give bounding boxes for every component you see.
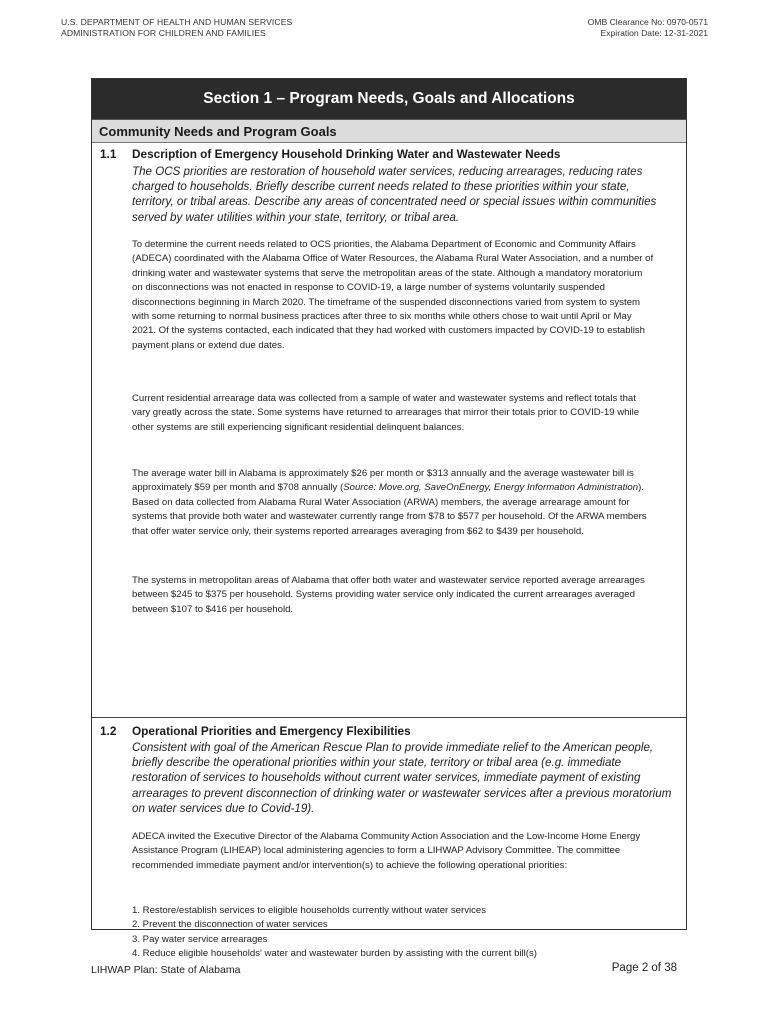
list-item: 4. Reduce eligible households' water and wastewater burden by assisting with the current bill(s) (132, 948, 537, 960)
item-number: 1.2 (100, 724, 117, 738)
agency-header (61, 17, 292, 39)
item-prompt: Consistent with goal of the American Rescue Plan to provide immediate relief to the American people, briefly describe the operational priorities within your state, territory or tribal area (e.g. immediate restoration of services to households without current water services, immediate payment of existing arrearages to prevent disconnection of drinking water or wastewater services after a previous moratorium on water services due to Covid-19). (132, 741, 672, 815)
item-title: Operational Priorities and Emergency Flexibilities (132, 724, 411, 738)
section-frame (91, 78, 687, 960)
section-subheading: Community Needs and Program Goals (92, 119, 686, 143)
needs-paragraph-4: The systems in metropolitan areas of Alabama that offer both water and wastewater service reported average arrearages between $245 to $375 per household. Systems providing water service only indicated the current arrearages averaged between $107 to $416 per household. (132, 575, 645, 615)
omb-header (588, 17, 708, 39)
paragraph-text: ). Based on data collected from Alabama Rural Water Association (ARWA) members, the average arrearage amount for systems that provide both water and wastewater currently range from $78 to $577 per household. Of the ARWA members that offer water service only, their systems reported arrearages averaging from $62 to $439 per household. (132, 482, 647, 537)
section-banner: Section 1 – Program Needs, Goals and Allocations (92, 79, 686, 119)
agency-line-1: U.S. DEPARTMENT OF HEALTH AND HUMAN SERVICES (61, 17, 293, 27)
agency-line-2: ADMINISTRATION FOR CHILDREN AND FAMILIES (61, 28, 266, 38)
source-citation: Source: Move.org, SaveOnEnergy, Energy Information Administration (343, 482, 639, 494)
item-1-2 (92, 717, 686, 960)
paragraph-text: The average water bill in Alabama is approximately $26 per month or $313 annually and the average wastewater bill is approximately $59 per month and $708 annually ( (132, 468, 634, 494)
needs-paragraph-2: Current residential arrearage data was collected from a sample of water and wastewater systems and reflect totals that vary greatly across the state. Some systems have returned to arrearages that mirror their totals prior to COVID-19 while other systems are still experiencing significant residential delinquent balances. (132, 393, 640, 433)
item-title: Description of Emergency Household Drinking Water and Wastewater Needs (132, 147, 561, 161)
priorities-paragraph: ADECA invited the Executive Director of the Alabama Community Action Association and the Low-Income Home Energy Assistance Program (LIHEAP) local administering agencies to form a LIHWAP Advisory Committee. The committee recommended immediate payment and/or intervention(s) to achieve the following operational priorities: (132, 831, 641, 871)
omb-clearance: OMB Clearance No: 0970-0571 (587, 17, 708, 27)
priorities-list (132, 904, 662, 962)
item-prompt: The OCS priorities are restoration of household water services, reducing arrearages, reducing rates charged to households. Briefly describe current needs related to these priorities within your state, territory, or tribal areas. Describe any areas of concentrated need or special issues within communities served by water utilities within your state, territory, or tribal area. (132, 165, 657, 224)
item-number: 1.1 (100, 147, 117, 161)
expiration-date: Expiration Date: 12-31-2021 (600, 28, 708, 38)
list-item: 1. Restore/establish services to eligible households currently without water services (132, 905, 487, 916)
list-item: 3. Pay water service arrearages (132, 933, 268, 945)
footer-plan-name: LIHWAP Plan: State of Alabama (91, 964, 241, 976)
needs-paragraph-3 (132, 467, 654, 539)
needs-paragraph-1: To determine the current needs related to OCS priorities, the Alabama Department of Economic and Community Affairs (ADECA) coordinated with the Alabama Office of Water Resources, the Alabama Rural Water Association, and a number of drinking water and wastewater systems that serve the metropolitan areas of the state. Although a mandatory moratorium on disconnections was not enacted in response to COVID-19, a large number of systems voluntarily suspended disconnections beginning in March 2020. The timeframe of the suspended disconnections varied from system to system with some returning to normal business practices after three to six months while others chose to wait until April or May 2021. Of the systems contacted, each indicated that they had worked with customers impacted by COVID-19 to establish payment plans or extend due dates. (132, 239, 654, 351)
footer-page-number: Page 2 of 38 (611, 962, 677, 974)
item-1-1 (92, 143, 686, 715)
list-item: 2. Prevent the disconnection of water services (132, 919, 328, 931)
